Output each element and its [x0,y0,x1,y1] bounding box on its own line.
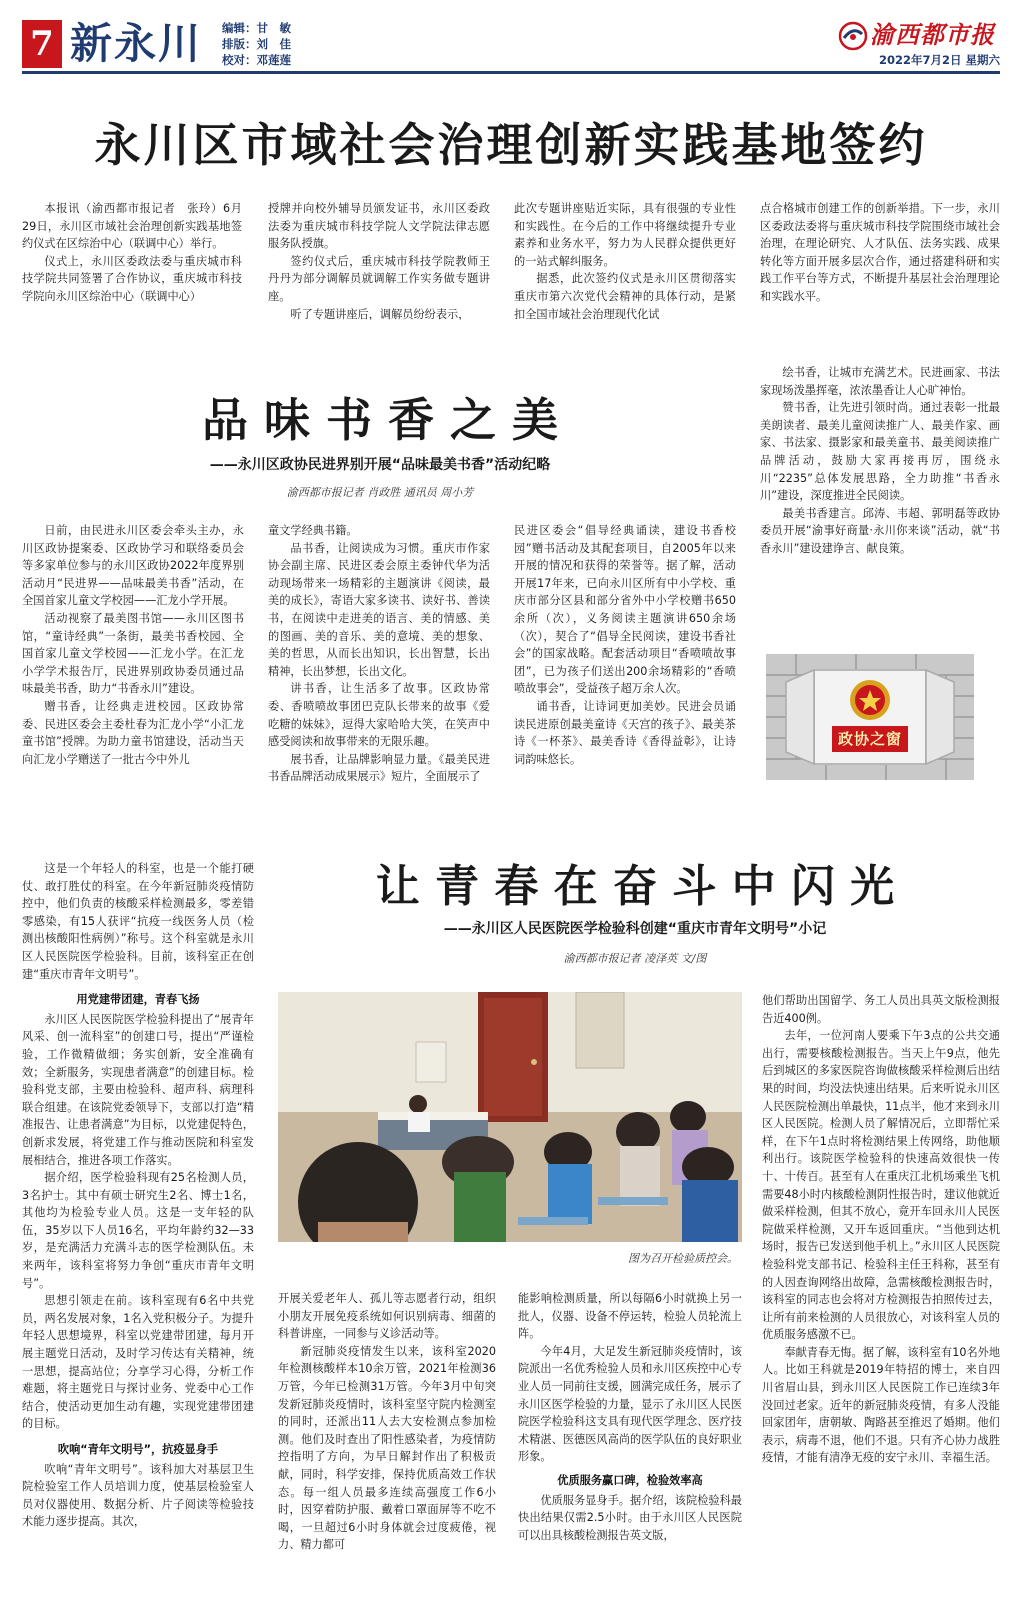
subheading: 优质服务赢口碑，检验效率高 [557,1473,703,1487]
article3-col1 [22,860,254,1580]
cppcc-window-label: 政协之窗 [837,730,902,748]
paragraph: 最美书香建言。邱涛、韦超、郭明磊等政协委员开展“渝事好商量·永川你来谈”活动，就“书香永川”建设建诤言、献良策。 [760,506,1000,555]
paragraph: 吹响“青年文明号”。该科加大对基层卫生院检验室工作人员培训力度，使基层检验室人员对仪器使用、数据分析、片子阅读等检验技术能力逐步提高。其次， [22,1462,254,1529]
paragraph: 讲书香，让生活多了故事。区政协常委、香喷喷故事团巴克队长带来的故事《爱吃糖的妹妹》，逗得大家哈哈大笑，在笑声中感受阅读和故事带来的无限乐趣。 [268,682,490,749]
article2-headline: 品 味 书 香 之 美 [201,393,559,447]
paragraph: 授牌并向校外辅导员颁发证书，永川区委政法委为重庆城市科技学院人文学院法律志愿服务队授旗。 [268,202,490,251]
paragraph: 日前，由民进永川区委会牵头主办，永川区政协提案委、区政协学习和联络委员会等多家单位参与的永川区政协2022年度界别活动月“民进界——品味最美书香”活动，在全国首家儿童文学校园——汇龙小学开展。 [22,524,244,608]
article1-col4 [760,200,1000,320]
paragraph: 新冠肺炎疫情发生以来，该科室2020年检测核酸样本10余万管，2021年检测36万管，今年已检测31万管。今年3月中旬突发新冠肺炎疫情时，该科室坚守院内检测室的同时，还派出11人去大安检测点参加检测。他们及时查出了阳性感染者，为疫情防控指明了方向，为早日解封作出了积极贡献，同时，科学安排，保持优质高效工作状态。每一组人员最多连续高强度工作6小时，因穿着防护服、戴着口罩面屏等不吃不喝，一旦超过6小时身体就会过度疲倦，视力、精力都可 [278,1344,496,1552]
paragraph: 赞书香，让先进引领时尚。通过表彰一批最美朗读者、最美儿童阅读推广人、最美作家、画家、书法家、摄影家和最美童书、最美阅读推广品牌活动，鼓励大家再接再厉，围绕永川“2235”总体发展思路，全力助推“书香永川”建设，深度推进全民阅读。 [760,401,1000,503]
paragraph: 奉献青春无悔。据了解，该科室有10名外地人。比如王科就是2019年特招的博士，来自四川省眉山县，到永川区人民医院工作已连续3年没回过老家。近年的新冠肺炎疫情，有多人没能回家团年，唐朝敏、陶路甚至推迟了婚期。他们表示，病毒不退，他们不退。只有齐心协力战胜疫情，才能有清净无疫的安宁永川、幸福生活。 [762,1345,1000,1465]
paragraph: 赠书香，让经典走进校园。区政协常委、民进区委会主委杜春为汇龙小学“小汇龙童书馆”授牌。为助力童书馆建设，活动当天向汇龙小学赠送了一批古今中外儿 [22,699,244,766]
newspaper-name: 渝西都市报 [870,20,995,49]
page-number: 7 [30,24,54,64]
paragraph: 今年4月，大足发生新冠肺炎疫情时，该院派出一名优秀检验人员和永川区疾控中心专业人员一同前往支援，圆满完成任务，展示了永川区医学检验的力量，显示了永川区人民医院医学检验科这支具有现代医学理念、医疗技术精湛、医德医风高尚的医学队伍的良好职业形象。 [518,1344,742,1464]
paragraph: 听了专题讲座后，调解员纷纷表示， [290,307,470,320]
article3-byline: 渝西都市报记者 凌泽英 文/图 [563,952,707,965]
article3-subheadline: ——永川区人民医院医学检验科创建“重庆市青年文明号”小记 [443,921,827,937]
editor-credit: 编辑：甘 敏 [222,21,291,35]
subheading: 吹响“青年文明号”，抗疫显身手 [57,1443,219,1456]
article1-col2 [268,200,490,320]
paragraph: 绘书香，让城市充满艺术。民进画家、书法家现场泼墨挥毫，浓浓墨香让人心旷神怡。 [760,366,1000,397]
paragraph: 展书香，让品牌影响显力量。《最美民进书香品牌活动成果展示》短片，全面展示了 [268,752,490,784]
article2-col4 [760,364,1000,634]
section-title: 新永川 [70,19,203,68]
paragraph: 他们帮助出国留学、务工人员出具英文版检测报告近400例。 [762,994,1000,1025]
paragraph: 开展关爱老年人、孤儿等志愿者行动，组织小朋友开展免疫系统如何识别病毒、细菌的科普讲座，一同参与义诊活动等。 [278,1292,496,1341]
paragraph: 此次专题讲座贴近实际，具有很强的专业性和实践性。在今后的工作中将继续提升专业素养和业务水平，努力为人民群众提供更好的一站式解纠服务。 [514,202,736,268]
article3-col2 [278,1290,496,1582]
article2-byline: 渝西都市报记者 肖政胜 通讯员 周小芳 [286,486,474,499]
staff-credits [222,20,291,68]
layout-credit: 排版：刘 佳 [222,37,291,51]
article3-col4 [762,992,1000,1582]
page-number-box [22,20,62,68]
paragraph: 民进区委会“倡导经典诵读，建设书香校园”赠书活动及其配套项目，自2005年以来开展的情况和获得的荣誉等。据了解，活动开展17年来，已向永川区所有中小学校、重庆市部分区县和部分省外中小学校赠书650余所（次），义务阅读主题演讲650余场（次），契合了“倡导全民阅读，建设书香社会”的国家战略。配套活动项目“香喷喷故事团”，已为孩子们送出200余场精彩的“香喷喷故事会”，受益孩子超万余人次。 [514,524,736,696]
paragraph: 诵书香，让诗词更加美妙。民进会员诵读民进原创最美童诗《天宫的孩子》、最美茶诗《一杯茶》、最美香诗《香得益彰》，让诗词韵味悠长。 [514,699,736,766]
proofreader-credit: 校对：邓莲莲 [222,53,291,67]
paragraph: 点合格城市创建工作的创新举措。下一步，永川区委政法委将与重庆城市科技学院围绕市域社会治理，在理论研究、人才队伍、法务实践、成果转化等方面开展多层次合作，通过搭建科研和实践工作平台等方式，不断提升基层社会治理理论和实践水平。 [760,202,1000,303]
article1-col3 [514,200,736,320]
paragraph: 品书香，让阅读成为习惯。重庆市作家协会副主席、民进区委会原主委钟代华为活动现场带来一场精彩的主题演讲《阅读，最美的成长》，寄语大家多读书、读好书、善读书，在阅读中走进美的语言、美的情感、美的图画、美的音乐、美的意境、美的想象、美的哲思，从而长出知识，长出智慧，长出精神，长出梦想，长出文化。 [268,541,490,678]
article2-col1 [22,522,244,790]
paragraph: 本报讯（渝西都市报记者 张玲）6月29日，永川区市域社会治理创新实践基地签约仪式在区综治中心（联调中心）举行。 [22,202,242,251]
paragraph: 据悉，此次签约仪式是永川区贯彻落实重庆市第六次党代会精神的具体行动，是紧扣全国市域社会治理现代化试 [514,272,736,320]
cppcc-window-badge [766,654,974,780]
article2-col2 [268,522,490,790]
article2-subheadline: ——永川区政协民进界别开展“品味最美书香”活动纪略 [209,457,551,473]
photo-caption: 图为召开检验质控会。 [628,1252,738,1265]
article1-headline: 永川区市域社会治理创新实践基地签约 [94,118,928,172]
brick-wall-icon [766,654,974,780]
paragraph: 能影响检测质量，所以每隔6小时就换上另一批人，仪器、设备不停运转，检验人员轮流上阵。 [518,1292,742,1341]
paragraph: 据介绍，医学检验科现有25名检测人员，3名护士。其中有硕士研究生2名、博士1名，其他均为检验专业人员。这是一支年轻的队伍，35岁以下人员16名，平均年龄约32—33岁，是充满活力充满斗志的医学检测队伍。未来两年，该科室将努力争创“重庆市青年文明号”。 [22,1171,254,1290]
paragraph: 去年，一位河南人要乘下午3点的公共交通出行，需要核酸检测报告。当天上午9点，他先后到城区的多家医院咨询做核酸采样检测后出结果的时间，均没法快速出结果。后来听说永川区人民医院检测出单最快，11点半，他才来到永川区人民医院。检测人员了解情况后，立即帮忙采样，在下午1点时将检测结果上传网络，助他顺利出行。该院医学检验科的快速高效很快一传十、十传百。甚至有人在重庆江北机场乘坐飞机需要48小时内核酸检测阴性报告时，建议他就近做采样检测，但其不放心，竟开车回永川人民医院做采样检测，又开车返回重庆。“当他到达机场时，报告已发送到他手机上。”永川区人民医院检验科党支部书记、检验科主任王科称，甚至有的人因查询网络出故障，急需核酸检测报告时，该科室的同志也会将对方检测报告拍照传过去，让所有前来检测的人员很放心，对该科室人员的优质服务感激不已。 [762,1029,1000,1342]
article3-col3 [518,1290,742,1582]
paragraph: 思想引领走在前。该科室现有6名中共党员，两名发展对象，1名入党积极分子。为提升年轻人思想境界，科室以党建带团建，每月开展主题党日活动，及时学习传达有关精神，统一思想，提高站位；分享学习心得，分析工作难题，将主题党日与探讨业务、党委中心工作结合，使活动更加生动有趣，实现党建带团建的目标。 [22,1294,254,1431]
article2-col3 [514,522,736,790]
paragraph: 这是一个年轻人的科室，也是一个能打硬仗、敢打胜仗的科室。在今年新冠肺炎疫情防控中，他们负责的核酸采样检测最多，零差错零感染，有15人获评“抗疫一线医务人员（检测出核酸阳性病例）”称号。这个科室就是永川区人民医院医学检验科。目前，该科室正在创建“重庆市青年文明号”。 [22,862,254,981]
masthead-rule [22,71,1000,74]
meeting-photo-image [278,992,742,1242]
paragraph: 永川区人民医院医学检验科提出了“展青年风采、创一流科室”的创建口号，提出“严谨检验，工作微精做细；务实创新，安全准确有效；全新服务，实现患者满意”的创建目标。检验科党支部，主要由检验科、超声科、病理科联合组建。在该院党委领导下，支部以打造“精准报告、让患者满意”为目标，以党建促特色，创新求发展，将党建工作与推动医院和科室发展相结合，推进各项工作落实。 [22,1012,254,1167]
meeting-photo [278,992,742,1242]
newspaper-logo-icon [838,21,868,51]
paragraph: 童文学经典书籍。 [268,524,358,537]
paragraph: 优质服务显身手。据介绍，该院检验科最快出结果仅需2.5小时。由于永川区人民医院可以出具核酸检测报告英文版， [518,1493,742,1542]
article3-headline: 让 青 春 在 奋 斗 中 闪 光 [375,861,895,912]
issue-date: 2022年7月2日 星期六 [878,53,1000,67]
subheading: 用党建带团建，青春飞扬 [76,993,200,1007]
paragraph: 活动视察了最美图书馆——永川区图书馆，“童诗经典”一条街，最美书香校园、全国首家儿童文学校园——汇龙小学。在汇龙小学学术报告厅，民进界别政协委员通过品味最美书香，助力“书香永川”建设。 [22,611,244,696]
newspaper-logo [838,20,998,52]
paragraph: 签约仪式后，重庆城市科技学院教师王丹丹为部分调解员就调解工作实务做专题讲座。 [268,254,490,303]
paragraph: 仪式上，永川区委政法委与重庆城市科技学院共同签署了合作协议，重庆城市科技学院向永川区综治中心（联调中心） [22,254,242,303]
article1-col1 [22,200,242,320]
